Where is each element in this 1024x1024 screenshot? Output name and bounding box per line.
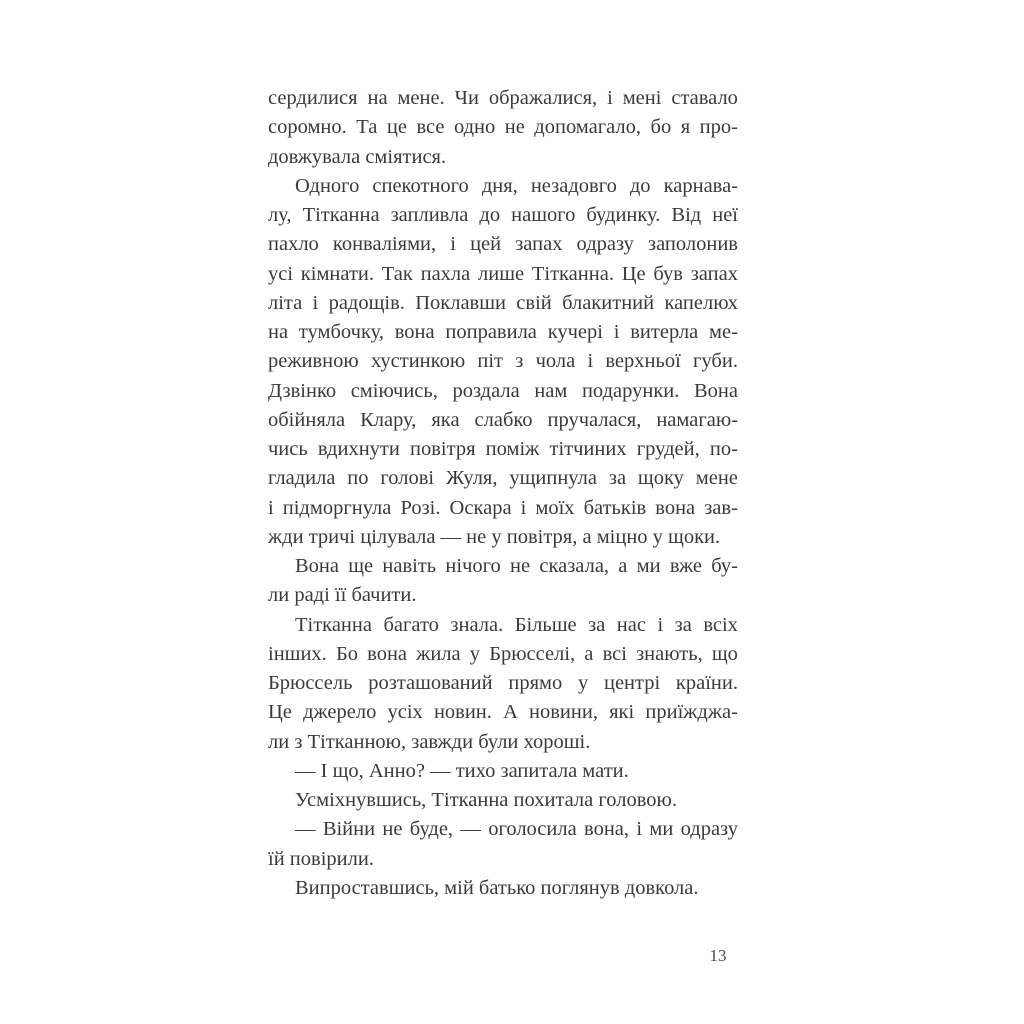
text-line: їй повірили. (268, 847, 374, 870)
text-line: сердилися на мене. Чи ображалися, і мені ставало (268, 87, 738, 109)
text-line: — І що, Анно? — тихо запитала мати. (295, 759, 629, 782)
text-line: Випроставшись, мій батько поглянув довкола. (295, 876, 699, 899)
text-line: Це джерело усіх новин. А новини, які приїжджа- (268, 701, 738, 724)
text-line: і підморгнула Розі. Оскара і моїх батьків вона зав- (268, 496, 738, 519)
text-line: Дзвінко сміючись, роздала нам подарунки. Вона (268, 379, 738, 402)
text-line: лу, Тітканна запливла до нашого будинку. Від неї (268, 204, 738, 226)
text-line: Усміхнувшись, Тітканна похитала головою. (295, 789, 677, 811)
text-line: усі кімнати. Так пахла лише Тітканна. Це був запах (268, 262, 738, 285)
text-line: гладила по голові Жуля, ущипнула за щоку мене (268, 467, 738, 490)
page-number: 13 (709, 946, 727, 965)
text-line: чись вдихнути повітря поміж тітчиних грудей, по- (268, 438, 738, 460)
text-line: ли з Тітканною, завжди були хороші. (268, 730, 591, 753)
text-line: на тумбочку, вона поправила кучері і витерла ме- (268, 321, 738, 343)
text-line: соромно. Та це все одно не допомагало, бо я про- (268, 116, 738, 139)
text-line: Вона ще навіть нічого не сказала, а ми вже бу- (295, 555, 738, 577)
text-line: довжувала сміятися. (268, 145, 447, 168)
text-line: жди тричі цілувала — не у повітря, а міцно у щоки. (268, 525, 721, 548)
text-line: обійняла Клару, яка слабко пручалася, намагаю- (268, 408, 738, 431)
text-line: ли раді її бачити. (268, 584, 417, 607)
text-line: Одного спекотного дня, незадовго до карнава- (295, 174, 738, 197)
text-line: Тітканна багато знала. Більше за нас і за всіх (295, 613, 738, 636)
text-line: інших. Бо вона жила у Брюсселі, а всі знають, що (268, 642, 738, 665)
page-text (268, 84, 738, 903)
text-line: реживною хустинкою піт з чола і верхньої губи. (268, 350, 738, 373)
text-line: — Війни не буде, — оголосила вона, і ми одразу (295, 818, 738, 841)
text-line: Брюссель розташований прямо у центрі країни. (268, 672, 738, 694)
text-line: пахло конваліями, і цей запах одразу заполонив (268, 233, 738, 256)
text-line: літа і радощів. Поклавши свій блакитний капелюх (268, 291, 738, 314)
